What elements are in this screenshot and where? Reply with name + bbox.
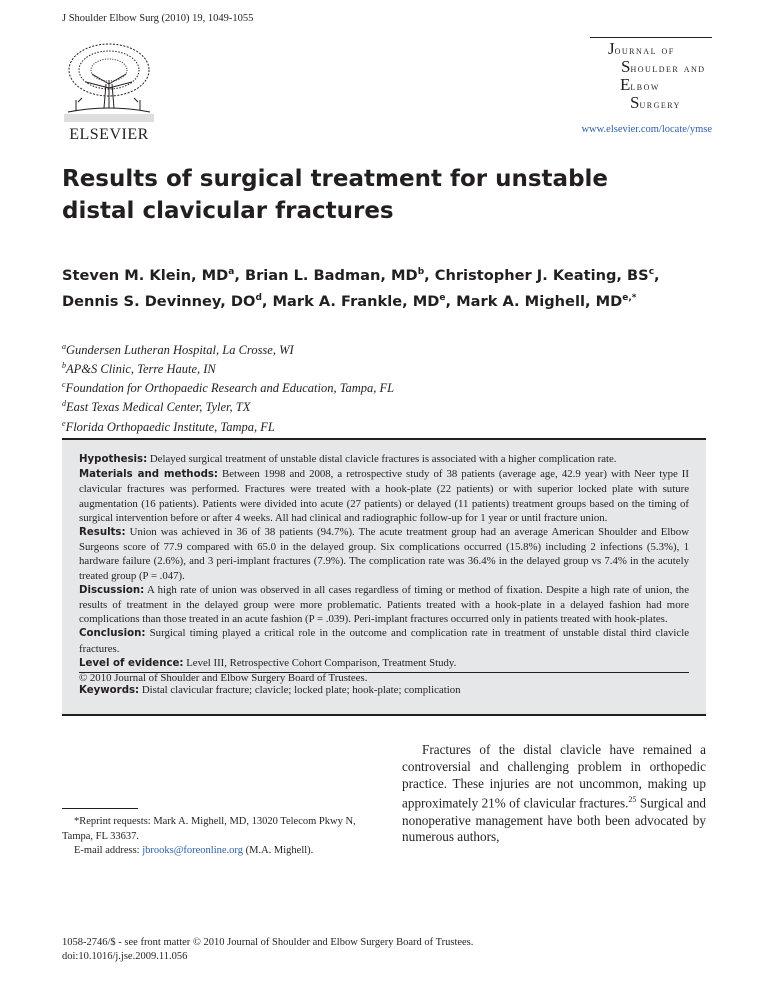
publisher-name: ELSEVIER [69, 126, 149, 143]
author-affiliation-mark: d [255, 292, 262, 303]
affiliation-list [62, 339, 394, 435]
author-affiliation-mark: e [439, 292, 446, 303]
journal-name-line-4: Surgery [630, 93, 681, 112]
abstract-results: Results: Union was achieved in 36 of 38 patients (94.7%). The acute treatment group had an average American Shoulder and Elbow Surgeons score of 77.9 compared with 65.0 in the delayed group. Six complications occurred (15.8%) including 2 infections (5.3%), 1 hardware failure (2.6%), and 3 peri-implant fractures (7.9%). The complication rate was 36.4% in the delayed group vs 7.4% in the acutely treated group (P = .047). [79, 526, 689, 582]
email-line: E-mail address: jbrooks@foreonline.org (M.A. Mighell). [74, 845, 314, 856]
abstract-box [62, 438, 706, 716]
journal-citation: J Shoulder Elbow Surg (2010) 19, 1049-1055 [62, 13, 254, 24]
keywords: Keywords: Distal clavicular fracture; clavicle; locked plate; hook-plate; complication [79, 684, 461, 696]
footnote-divider [62, 808, 138, 809]
intro-paragraph: Fractures of the distal clavicle have remained a controversial and challenging problem in orthopedic practice. These injuries are not uncommon, making up approximately 21% of clavicular fractures. [402, 742, 706, 811]
author-affiliation-mark: b [417, 267, 425, 277]
abstract-copyright: © 2010 Journal of Shoulder and Elbow Surgery Board of Trustees. [79, 672, 368, 685]
abstract-methods: Materials and methods: Between 1998 and 2008, a retrospective study of 38 patients (average age, 42.9 year) with Neer type II clavicular fractures was performed. Fractures were treated with a hook-plate (22 patients) or with superior locked plate with suture augmentation (16 patients). Patients were divided into acute (27 patients) or delayed (11 patients) treatment groups based on the timing of surgical intervention before or after 4 weeks. All had clinical and radiographic follow-up for 1 year or until fracture union. [79, 468, 690, 524]
body-text-column: Fractures of the distal clavicle have remained a controversial and challenging problem in orthopedic practice. These injuries are not uncommon, making up approximately 21% of clavicular fractures.$^{25}$ Surgical and nonoperative management have both been advocated by numerous authors, [402, 742, 707, 845]
elsevier-logo [62, 40, 156, 144]
journal-logo [590, 37, 712, 116]
email-link[interactable]: jbrooks@foreonline.org [142, 845, 243, 856]
author-name: Mark A. Frankle, MD [272, 292, 440, 310]
author-name: Mark A. Mighell, MD [456, 292, 623, 310]
author-name: Dennis S. Devinney, DO [62, 292, 256, 310]
abstract-hypothesis: Hypothesis: Delayed surgical treatment of unstable distal clavicle fractures is associated with a higher complication rate. [79, 453, 617, 465]
keywords-divider [79, 672, 689, 673]
reprint-footnote [62, 815, 380, 859]
affiliation-item: $^a$Gundersen Lutheran Hospital, La Crosse, WI [62, 342, 294, 358]
abstract-discussion: Discussion: A high rate of union was observed in all cases regardless of timing or method of fixation. Despite a high rate of union, the results of treatment in the delayed group were more problematic. Patients treated with a hook-plate in a delayed fashion had more complications than those treated in an acute fashion (P = .039). Peri-implant fractures occurred only in patients treated with hook-plates. [79, 583, 689, 626]
author-name: Christopher J. Keating, BS [434, 266, 649, 284]
issn-footer [62, 936, 473, 964]
author-affiliation-mark: c [648, 267, 655, 277]
affiliation-item: $^c$Foundation for Orthopaedic Research and Education, Tampa, FL [62, 380, 395, 396]
abstract-conclusion: Conclusion: Surgical timing played a critical role in the outcome and complication rate in treatment of unstable distal third clavicle fractures. [79, 627, 689, 655]
journal-name-line-3: Elbow [620, 75, 660, 94]
elsevier-tree-icon [62, 40, 156, 124]
issn-line: 1058-2746/$ - see front matter © 2010 Journal of Shoulder and Elbow Surgery Board of Trustees. [62, 937, 474, 948]
author-affiliation-mark: e,* [622, 292, 637, 303]
affiliation-item: $^d$East Texas Medical Center, Tyler, TX [62, 399, 251, 415]
journal-url-link[interactable]: www.elsevier.com/locate/ymse [581, 124, 712, 135]
doi-line: doi:10.1016/j.jse.2009.11.056 [62, 951, 188, 962]
affiliation-item: $^e$Florida Orthopaedic Institute, Tampa, FL [62, 418, 275, 434]
reference-marker[interactable]: 25 [628, 795, 637, 805]
author-name: Brian L. Badman, MD [244, 266, 418, 284]
author-name: Steven M. Klein, MD [62, 266, 229, 284]
journal-name-line-2: Shoulder and [621, 57, 706, 76]
article-title: Results of surgical treatment for unstable distal clavicular fractures [62, 166, 609, 224]
journal-name-line-1: Journal of [608, 39, 675, 58]
abstract-text [79, 452, 689, 685]
author-affiliation-mark: a [228, 267, 235, 277]
reprint-request: *Reprint requests: Mark A. Mighell, MD, 13020 Telecom Pkwy N, Tampa, FL 33637. [62, 816, 356, 842]
abstract-evidence-level: Level of evidence: Level III, Retrospective Cohort Comparison, Treatment Study. [79, 656, 457, 669]
author-list: Steven M. Klein, $MD^a$, Brian L. Badman, $MD^b$, Christopher J. Keating, $BS^c$, Dennis S. Devinney, $DO^d$, Mark A. Frankle, MDe, Mark A. Mighell, $MD^{e,*}$ [62, 266, 660, 310]
affiliation-item: $^b$AP&S Clinic, Terre Haute, IN [62, 361, 216, 377]
